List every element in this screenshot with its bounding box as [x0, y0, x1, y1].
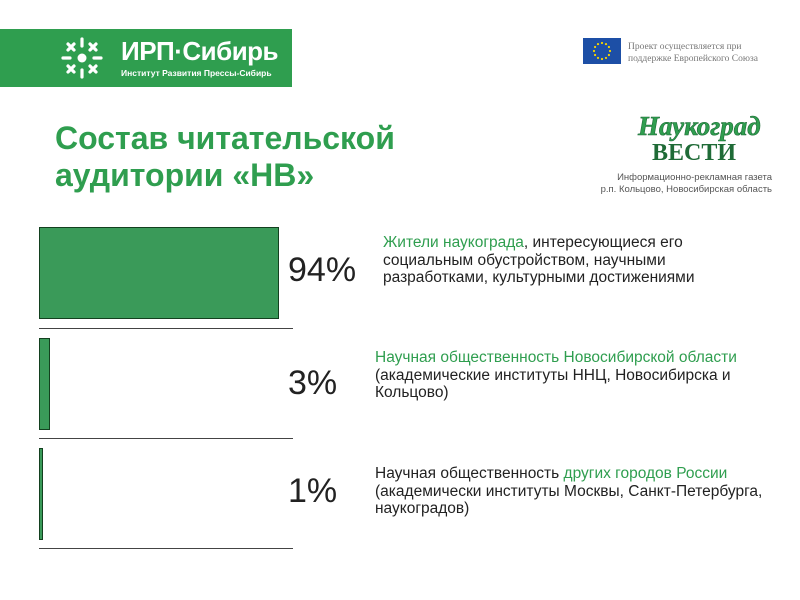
description-highlight: Жители наукограда: [383, 234, 524, 251]
description-regional-scientists: [375, 349, 765, 402]
page-title-line-1: Состав читательской: [55, 120, 395, 156]
page-title-line-2: аудитории «НВ»: [55, 157, 315, 193]
description-residents: [383, 234, 755, 287]
description-highlight: Научная общественность Новосибирской области: [375, 349, 737, 366]
eu-star: [597, 57, 599, 59]
eu-star: [594, 54, 596, 56]
description-text: (академически институты Москвы, Санкт-Петербурга, наукоградов): [375, 482, 763, 517]
eu-star: [605, 57, 607, 59]
row-divider: [39, 328, 293, 329]
eu-star: [608, 54, 610, 56]
row-divider: [39, 438, 293, 439]
org-name: ИРП·Сибирь: [121, 36, 279, 66]
eu-star: [593, 50, 595, 52]
eu-star: [609, 50, 611, 52]
eu-star: [597, 43, 599, 45]
description-highlight: других городов России: [563, 465, 728, 482]
eu-star: [605, 43, 607, 45]
newspaper-desc-line-1: Информационно-рекламная газета: [617, 172, 772, 183]
org-subtitle: Институт Развития Прессы-Сибирь: [121, 68, 272, 78]
bar-residents: [39, 227, 279, 319]
value-label-residents: 94%: [288, 251, 357, 289]
newspaper-desc-line-2: р.п. Кольцово, Новосибирская область: [600, 183, 772, 195]
eu-star: [601, 42, 603, 44]
value-label-regional-scientists: 3%: [288, 364, 338, 402]
value-label-national-scientists: 1%: [288, 472, 338, 510]
eu-star: [594, 46, 596, 48]
newspaper-logo: [634, 108, 774, 166]
irp-logo-icon: [60, 36, 104, 80]
eu-star: [601, 58, 603, 60]
description-text: , интересующиеся его социальным обустройством, научными разработками, культурными достижениями: [383, 234, 695, 286]
eu-star: [608, 46, 610, 48]
bar-national-scientists: [39, 448, 43, 540]
newspaper-description: [542, 172, 772, 195]
eu-flag-icon: [583, 38, 621, 64]
page-title: [55, 120, 495, 194]
bar-regional-scientists: [39, 338, 50, 430]
description-prefix: Научная общественность: [375, 465, 564, 482]
newspaper-logo-line-2: ВЕСТИ: [652, 140, 737, 166]
newspaper-logo-line-1: Наукоград: [638, 111, 761, 141]
row-divider: [39, 548, 293, 549]
description-text: (академические институты ННЦ, Новосибирска и Кольцово): [375, 366, 731, 401]
eu-support-note: Проект осуществляется при поддержке Европейского Союза: [628, 42, 758, 64]
description-national-scientists: [375, 465, 770, 518]
